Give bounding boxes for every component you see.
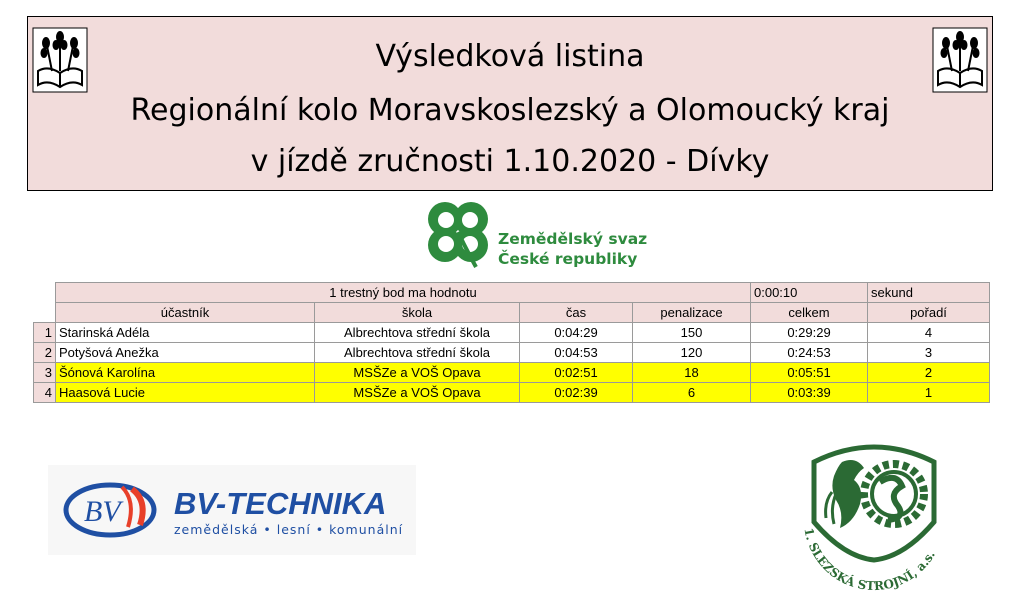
bv-company-name: BV-TECHNIKA — [174, 486, 387, 521]
page-title: Výsledková listina — [375, 39, 645, 74]
row-number: 4 — [34, 383, 56, 403]
slezska-strojni-text: 1. SLEZSKÁ STROJNÍ, a.s. — [801, 526, 938, 594]
participant-name: Šónová Karolína — [56, 363, 315, 383]
school-name: Albrechtova střední škola — [315, 343, 520, 363]
bv-technika-logo — [48, 465, 416, 555]
penalty-value: 0:00:10 — [751, 283, 868, 303]
table-row — [34, 323, 990, 343]
results-table — [33, 282, 990, 403]
school-name: MSŠZe a VOŠ Opava — [315, 383, 520, 403]
clover-icon — [420, 197, 496, 271]
time-value: 0:02:51 — [520, 363, 633, 383]
eagle-gear-emblem-icon — [784, 432, 964, 602]
table-header-row — [34, 303, 990, 323]
bv-tagline: zemědělská • lesní • komunální — [174, 522, 404, 537]
column-header-participant: účastník — [56, 303, 315, 323]
participant-name: Haasová Lucie — [56, 383, 315, 403]
total-time: 0:03:39 — [751, 383, 868, 403]
penalty-info-row — [34, 283, 990, 303]
table-row-highlighted — [34, 363, 990, 383]
penalty-unit: sekund — [868, 283, 990, 303]
sponsor-name-line2: České republiky — [498, 250, 638, 268]
page-subtitle: Regionální kolo Moravskoslezský a Olomoucký kraj — [130, 93, 890, 128]
zemedelsky-svaz-logo — [420, 197, 670, 271]
participant-name: Potyšová Anežka — [56, 343, 315, 363]
row-number: 3 — [34, 363, 56, 383]
total-time: 0:05:51 — [751, 363, 868, 383]
total-time: 0:24:53 — [751, 343, 868, 363]
column-header-penalty: penalizace — [633, 303, 751, 323]
rank-value: 3 — [868, 343, 990, 363]
school-name: MSŠZe a VOŠ Opava — [315, 363, 520, 383]
table-row — [34, 343, 990, 363]
blank-cell — [34, 303, 56, 323]
time-value: 0:04:29 — [520, 323, 633, 343]
bv-mark: BV — [84, 495, 121, 528]
time-value: 0:02:39 — [520, 383, 633, 403]
penalty-points: 150 — [633, 323, 751, 343]
sponsor-name-line1: Zemědělský svaz — [498, 230, 648, 248]
time-value: 0:04:53 — [520, 343, 633, 363]
rank-value: 4 — [868, 323, 990, 343]
penalty-points: 18 — [633, 363, 751, 383]
school-name: Albrechtova střední škola — [315, 323, 520, 343]
bv-emblem-icon — [62, 481, 158, 539]
rank-value: 2 — [868, 363, 990, 383]
row-number: 1 — [34, 323, 56, 343]
column-header-rank: pořadí — [868, 303, 990, 323]
column-header-total: celkem — [751, 303, 868, 323]
total-time: 0:29:29 — [751, 323, 868, 343]
penalty-points: 6 — [633, 383, 751, 403]
participant-name: Starinská Adéla — [56, 323, 315, 343]
penalty-label: 1 trestný bod ma hodnotu — [56, 283, 751, 303]
row-number: 2 — [34, 343, 56, 363]
penalty-points: 120 — [633, 343, 751, 363]
book-wheat-logo-icon — [932, 27, 988, 93]
column-header-time: čas — [520, 303, 633, 323]
header-banner — [27, 16, 993, 191]
blank-cell — [34, 283, 56, 303]
slezska-strojni-logo — [784, 432, 964, 602]
rank-value: 1 — [868, 383, 990, 403]
event-date-line: v jízdě zručnosti 1.10.2020 - Dívky — [250, 144, 770, 179]
column-header-school: škola — [315, 303, 520, 323]
table-row-highlighted — [34, 383, 990, 403]
